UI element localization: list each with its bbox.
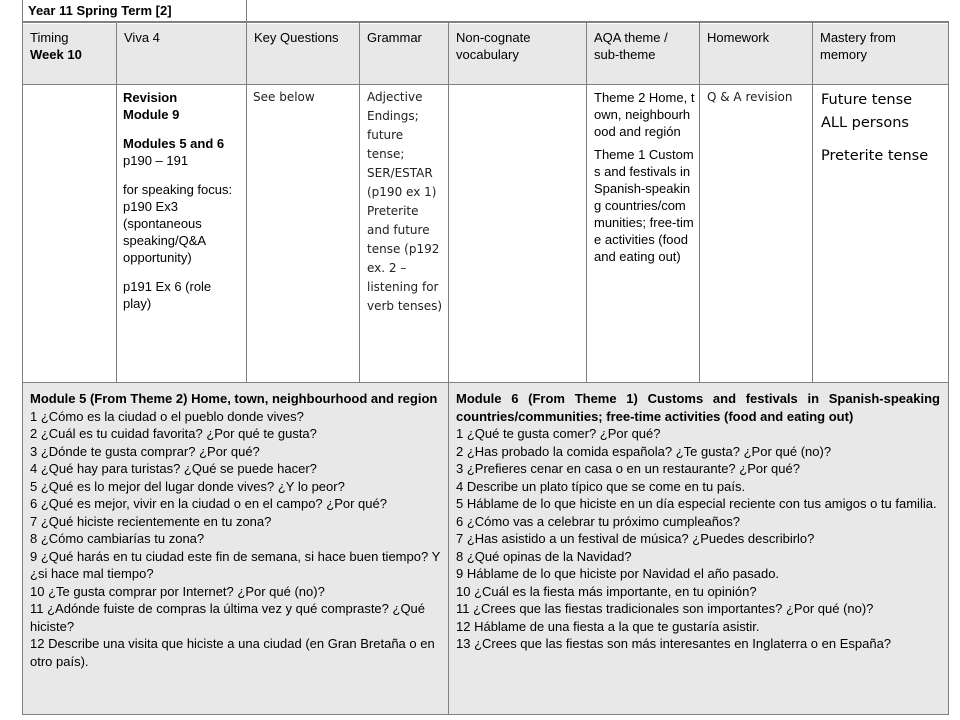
header-week-label: Week 10	[30, 47, 82, 62]
table-border	[116, 22, 117, 383]
table-border	[22, 21, 949, 23]
vocabulary-cell	[448, 85, 586, 382]
theme-1: Theme 1 Customs and festivals in Spanish-speaking countries/communities; free-time activities (food and eating out)	[594, 147, 694, 264]
question-item: 13 ¿Crees que las fiestas son más interesantes en Inglaterra o en España?	[456, 636, 892, 651]
table-border	[699, 22, 700, 383]
viva-pages: p190 – 191	[123, 153, 189, 168]
header-homework: Homework	[699, 24, 812, 84]
header-mastery: Mastery from memory	[812, 24, 948, 84]
question-item: 6 ¿Cómo vas a celebrar tu próximo cumpleaños?	[456, 513, 740, 529]
homework-cell: Q & A revision	[707, 90, 793, 104]
table-border	[246, 22, 247, 383]
table-border	[22, 382, 949, 383]
viva-modules: Modules 5 and 6	[123, 136, 225, 151]
header-grammar: Grammar	[359, 24, 448, 84]
table-border	[22, 84, 949, 85]
viva-speaking-focus: for speaking focus: p190 Ex3 (spontaneous speaking/Q&A opportunity)	[123, 182, 233, 265]
header-timing	[22, 24, 116, 84]
table-border	[948, 22, 949, 715]
mastery-future: Future tense	[821, 92, 913, 108]
viva-revision: Revision	[123, 90, 178, 105]
viva-module: Module 9	[123, 107, 180, 122]
module-6-questions	[456, 425, 940, 653]
aqa-theme-cell	[586, 85, 699, 382]
question-item: 8 ¿Qué opinas de la Navidad?	[456, 548, 632, 564]
question-item: 2 ¿Cuál es tu cuidad favorita? ¿Por qué te gusta?	[30, 426, 317, 441]
question-item: 3 ¿Prefieres cenar en casa o en un restaurante? ¿Por qué?	[456, 461, 800, 476]
question-item: 7 ¿Qué hiciste recientemente en tu zona?	[30, 513, 272, 529]
question-item: 1 ¿Qué te gusta comer? ¿Por qué?	[456, 426, 661, 441]
table-border	[586, 22, 587, 383]
question-item: 2 ¿Has probado la comida española? ¿Te gusta? ¿Por qué (no)?	[456, 443, 832, 459]
module-5-questions	[30, 408, 440, 671]
term-title: Year 11 Spring Term [2]	[28, 3, 172, 18]
header-aqa-theme: AQA theme / sub-theme	[586, 24, 699, 84]
mastery-cell	[812, 85, 948, 382]
question-item: 10 ¿Te gusta comprar por Internet? ¿Por qué (no)?	[30, 583, 325, 599]
question-item: 12 Describe una visita que hiciste a una ciudad (en Gran Bretaña o en otro país).	[30, 636, 435, 669]
module-5-title: Module 5 (From Theme 2) Home, town, neighbourhood and region	[30, 391, 438, 406]
question-item: 9 Háblame de lo que hiciste por Navidad el año pasado.	[456, 566, 780, 581]
question-item: 11 ¿Crees que las fiestas tradicionales son importantes? ¿Por qué (no)?	[456, 601, 874, 616]
grammar-cell: Adjective Endings; future tense; SER/ESTAR (p190 ex 1) Preterite and future tense (p192 ex. 2 – listening for verb tenses)	[367, 90, 443, 313]
table-border	[359, 22, 360, 383]
question-item: 7 ¿Has asistido a un festival de música? ¿Puedes describirlo?	[456, 531, 815, 546]
question-item: 6 ¿Qué es mejor, vivir en la ciudad o en el campo? ¿Por qué?	[30, 496, 387, 511]
table-border	[22, 0, 23, 715]
question-item: 5 ¿Qué es lo mejor del lugar donde vives? ¿Y lo peor?	[30, 478, 345, 494]
question-item: 4 ¿Qué hay para turistas? ¿Qué se puede hacer?	[30, 461, 317, 476]
mastery-persons: ALL persons	[821, 115, 909, 131]
header-vocabulary: Non-cognate vocabulary	[448, 24, 586, 84]
viva-cell	[116, 85, 246, 382]
header-viva: Viva 4	[116, 24, 246, 84]
module-6-panel	[448, 383, 948, 715]
module-5-panel	[22, 383, 448, 715]
table-border	[812, 22, 813, 383]
question-item: 4 Describe un plato típico que se come en tu país.	[456, 478, 746, 494]
header-key-questions: Key Questions	[246, 24, 359, 84]
mastery-preterite: Preterite tense	[821, 148, 929, 164]
question-item: 11 ¿Adónde fuiste de compras la última vez y qué compraste? ¿Qué hiciste?	[30, 601, 426, 634]
question-item: 12 Háblame de una fiesta a la que te gustaría asistir.	[456, 618, 760, 634]
module-6-title: Module 6 (From Theme 1) Customs and festivals in Spanish-speaking countries/communities; free-time activities (food and eating out)	[456, 391, 940, 424]
table-border	[448, 22, 449, 715]
question-item: 8 ¿Cómo cambiarías tu zona?	[30, 531, 205, 546]
key-questions-cell: See below	[253, 90, 315, 104]
table-border	[246, 0, 247, 22]
question-item: 3 ¿Dónde te gusta comprar? ¿Por qué?	[30, 443, 260, 459]
viva-role-play: p191 Ex 6 (role play)	[123, 279, 212, 311]
question-item: 9 ¿Qué harás en tu ciudad este fin de semana, si hace buen tiempo? Y ¿si hace mal tiempo?	[30, 548, 441, 581]
table-border	[22, 714, 949, 715]
question-item: 10 ¿Cuál es la fiesta más importante, en tu opinión?	[456, 583, 757, 599]
header-timing-label: Timing	[30, 30, 69, 45]
question-item: 1 ¿Cómo es la ciudad o el pueblo donde vives?	[30, 408, 304, 424]
question-item: 5 Háblame de lo que hiciste en un día especial reciente con tus amigos o tu familia.	[456, 496, 937, 511]
theme-2: Theme 2 Home, town, neighbourhood and región	[594, 90, 695, 139]
